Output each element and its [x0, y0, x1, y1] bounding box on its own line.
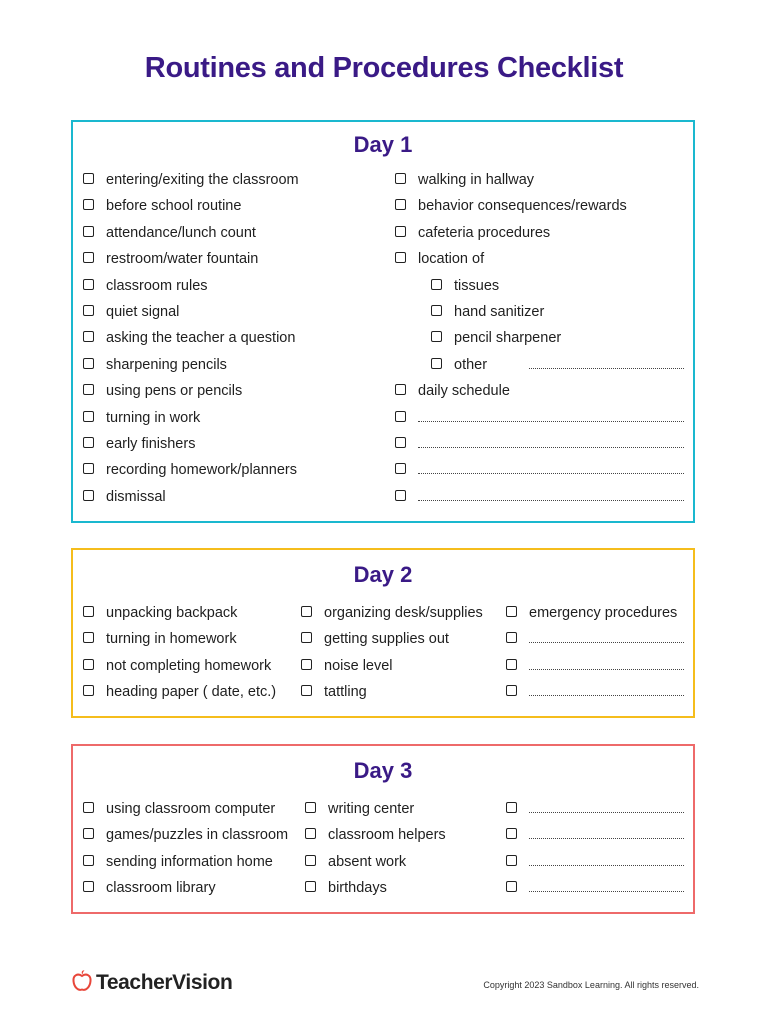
checkbox[interactable]: [305, 802, 316, 813]
write-in-line[interactable]: [418, 500, 684, 501]
checklist-item-label: writing center: [328, 801, 415, 817]
apple-icon: [72, 970, 92, 997]
checkbox[interactable]: [83, 437, 94, 448]
checkbox[interactable]: [83, 279, 94, 290]
write-in-line[interactable]: [529, 669, 684, 670]
checklist-item-label: birthdays: [328, 880, 387, 897]
checkbox[interactable]: [395, 463, 406, 474]
checkbox[interactable]: [395, 490, 406, 501]
checkbox[interactable]: [301, 685, 312, 696]
checkbox[interactable]: [431, 305, 442, 316]
checkbox[interactable]: [83, 828, 94, 839]
checklist-item-label: dismissal: [106, 488, 166, 505]
checkbox[interactable]: [83, 490, 94, 501]
day2-heading: Day 2: [353, 562, 413, 587]
checkbox[interactable]: [83, 632, 94, 643]
write-in-line[interactable]: [529, 642, 684, 643]
checkbox[interactable]: [83, 226, 94, 237]
checklist-item-label: getting supplies out: [324, 631, 449, 648]
checklist-item-label: tissues: [454, 277, 500, 294]
checkbox[interactable]: [83, 855, 94, 866]
write-in-line[interactable]: [529, 812, 684, 813]
checklist-item-label: games/puzzles in classroom: [106, 827, 289, 844]
checkbox[interactable]: [431, 279, 442, 290]
checklist-item-label: organizing desk/supplies: [324, 605, 483, 621]
copyright-notice: Copyright 2023 Sandbox Learning. All rights reserved.: [483, 980, 699, 990]
checkbox[interactable]: [395, 226, 406, 237]
checklist-item-label: asking the teacher a question: [106, 330, 296, 347]
checkbox[interactable]: [83, 463, 94, 474]
checkbox[interactable]: [395, 173, 406, 184]
checkbox[interactable]: [395, 252, 406, 263]
write-in-line[interactable]: [529, 838, 684, 839]
checkbox[interactable]: [83, 685, 94, 696]
checkbox[interactable]: [301, 606, 312, 617]
write-in-line[interactable]: [418, 421, 684, 422]
write-in-line[interactable]: [529, 368, 684, 369]
checkbox[interactable]: [431, 358, 442, 369]
checklist-item-label: walking in hallway: [418, 172, 535, 188]
checkbox[interactable]: [431, 331, 442, 342]
checkbox[interactable]: [83, 606, 94, 617]
checkbox[interactable]: [506, 632, 517, 643]
checkbox[interactable]: [83, 411, 94, 422]
checkbox[interactable]: [506, 881, 517, 892]
checkbox[interactable]: [83, 199, 94, 210]
checklist-item-label: hand sanitizer: [454, 304, 545, 320]
checkbox[interactable]: [395, 384, 406, 395]
write-in-line[interactable]: [529, 695, 684, 696]
checkbox[interactable]: [506, 659, 517, 670]
checkbox[interactable]: [301, 632, 312, 643]
checklist-item-label: heading paper ( date, etc.): [106, 684, 277, 701]
checkbox[interactable]: [395, 199, 406, 210]
checklist-item-label: cafeteria procedures: [418, 224, 551, 241]
checklist-item-label: absent work: [328, 853, 407, 870]
teachervision-logo: [72, 968, 232, 998]
checkbox[interactable]: [301, 659, 312, 670]
checkbox[interactable]: [395, 437, 406, 448]
checklist-item-label: pencil sharpener: [454, 330, 562, 347]
checkbox[interactable]: [395, 411, 406, 422]
checkbox[interactable]: [83, 881, 94, 892]
write-in-line[interactable]: [418, 447, 684, 448]
day2-section: [71, 548, 695, 718]
checklist-item-label: attendance/lunch count: [106, 224, 256, 241]
day1-section: [71, 120, 695, 523]
checkbox[interactable]: [83, 384, 94, 395]
checkbox[interactable]: [305, 881, 316, 892]
checklist-item-label: not completing homework: [106, 657, 272, 674]
checklist-item-label: noise level: [324, 657, 393, 674]
checklist-item-label: turning in homework: [106, 631, 237, 648]
checklist-item-label: using pens or pencils: [106, 383, 243, 400]
checklist-item-label: restroom/water fountain: [106, 251, 259, 268]
checkbox[interactable]: [83, 802, 94, 813]
checklist-item-label: daily schedule: [418, 383, 510, 400]
checklist-item-label: classroom rules: [106, 277, 208, 294]
checklist-item-label: classroom library: [106, 880, 216, 897]
checklist-item-label: tattling: [324, 684, 367, 701]
checkbox[interactable]: [305, 855, 316, 866]
checklist-item-label: sending information home: [106, 853, 273, 870]
checkbox[interactable]: [83, 305, 94, 316]
checklist-item-label: turning in work: [106, 409, 201, 426]
checklist-item-label: entering/exiting the classroom: [106, 172, 299, 188]
write-in-line[interactable]: [529, 891, 684, 892]
logo-text: TeacherVision: [96, 971, 233, 994]
day3-section: [71, 744, 695, 914]
day1-heading: Day 1: [353, 132, 413, 157]
checklist-item-label: early finishers: [106, 436, 196, 452]
checklist-item-label: emergency procedures: [529, 605, 678, 621]
checklist-item-label: behavior consequences/rewards: [418, 198, 627, 215]
checkbox[interactable]: [506, 828, 517, 839]
checklist-item-label: unpacking backpack: [106, 605, 238, 621]
checkbox[interactable]: [506, 802, 517, 813]
checkbox[interactable]: [83, 173, 94, 184]
checklist-item-label: using classroom computer: [106, 801, 276, 817]
checkbox[interactable]: [83, 358, 94, 369]
checkbox[interactable]: [83, 252, 94, 263]
write-in-line[interactable]: [529, 865, 684, 866]
checklist-item-label: other: [454, 356, 488, 373]
checklist-item-label: recording homework/planners: [106, 462, 298, 479]
checkbox[interactable]: [506, 606, 517, 617]
checkbox[interactable]: [506, 855, 517, 866]
checklist-item-label: sharpening pencils: [106, 356, 227, 373]
page-title: Routines and Procedures Checklist: [144, 52, 624, 84]
checklist-item-label: before school routine: [106, 198, 242, 215]
checklist-item-label: location of: [418, 251, 485, 268]
checkbox[interactable]: [506, 685, 517, 696]
write-in-line[interactable]: [418, 473, 684, 474]
checklist-item-label: quiet signal: [106, 304, 180, 320]
checklist-item-label: classroom helpers: [328, 827, 446, 844]
checkbox[interactable]: [83, 659, 94, 670]
checkbox[interactable]: [83, 331, 94, 342]
day3-heading: Day 3: [353, 758, 413, 783]
checkbox[interactable]: [305, 828, 316, 839]
